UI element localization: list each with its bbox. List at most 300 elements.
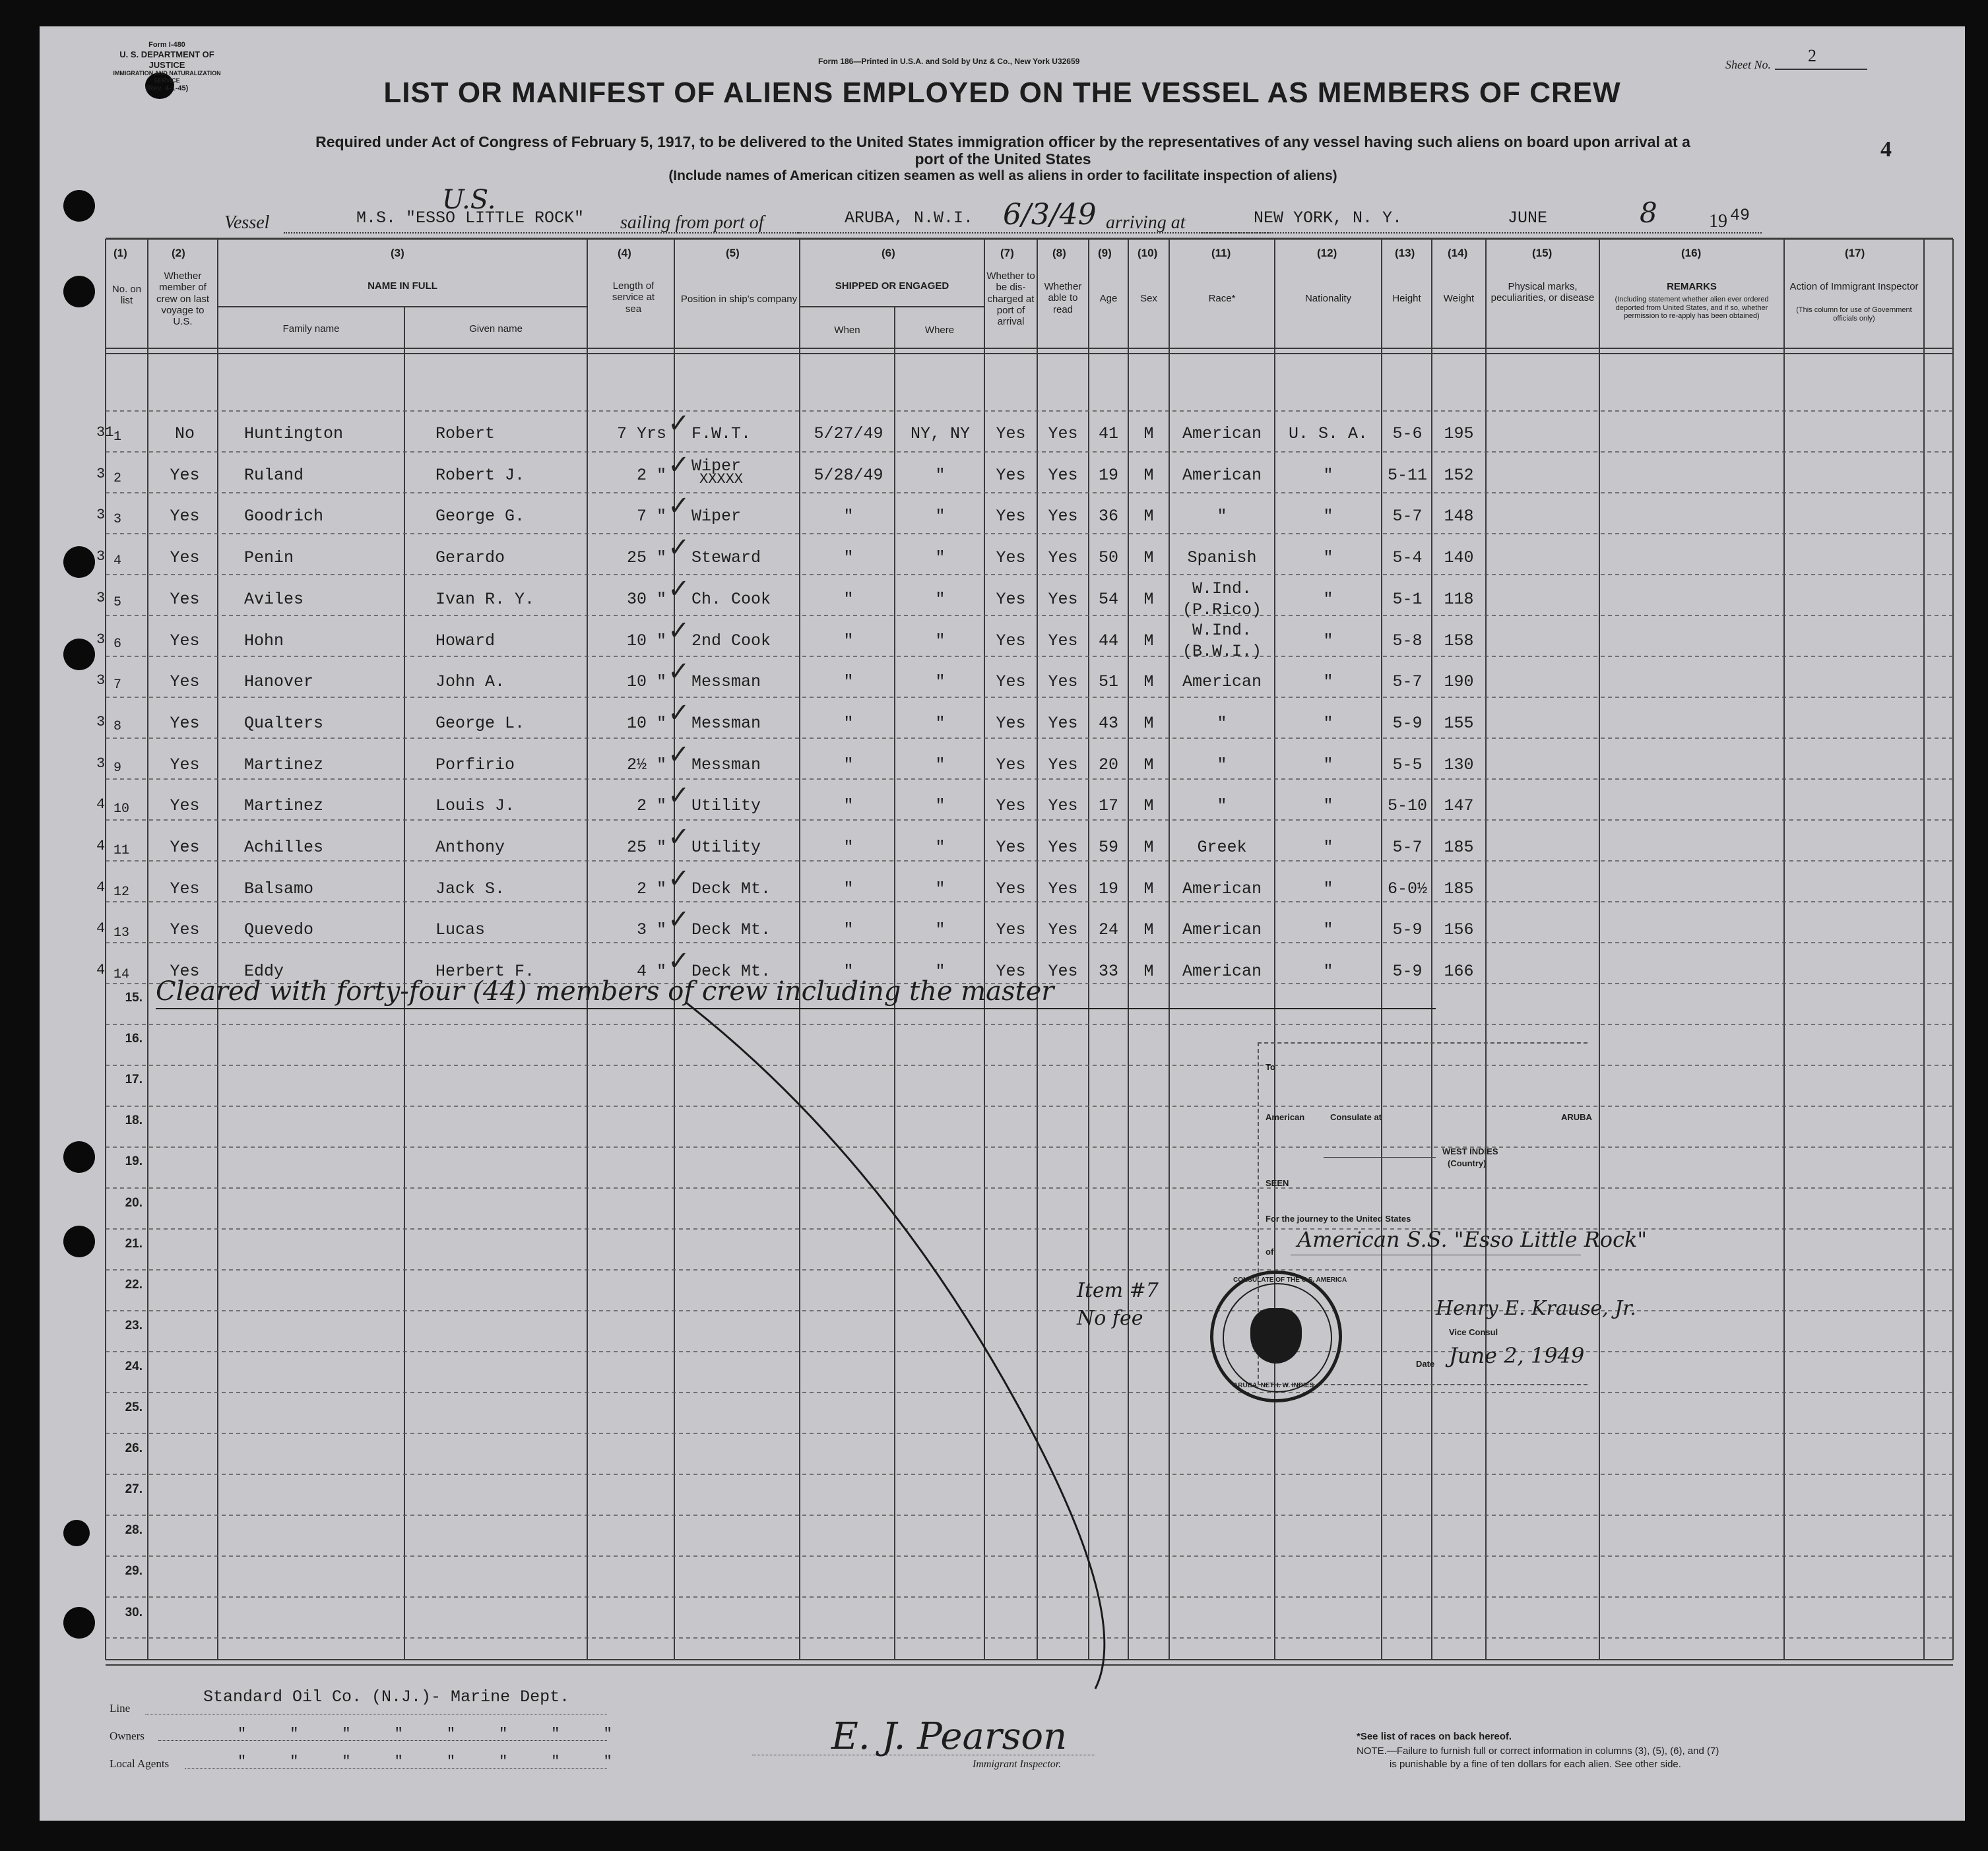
cell-nat: " (1323, 962, 1333, 982)
inspector-label: Immigrant Inspector. (973, 1759, 1062, 1770)
cell-disch: Yes (996, 424, 1026, 443)
cell-family: Balsamo (244, 879, 314, 898)
port-to: NEW YORK, N. Y. (1254, 208, 1403, 228)
cell-disch: Yes (996, 672, 1026, 692)
vessel-name: M.S. "ESSO LITTLE ROCK" (356, 208, 585, 228)
empty-row-number: 15. (125, 991, 143, 1005)
stamp-date-label: Date (1416, 1359, 1435, 1369)
footer-agents-label: Local Agents (110, 1757, 170, 1770)
cell-read: Yes (1048, 879, 1078, 898)
row-number: 5 (113, 594, 122, 610)
cell-read: Yes (1048, 589, 1078, 609)
cell-last: Yes (170, 548, 200, 568)
cell-len: 30 " (626, 589, 666, 609)
cell-age: 44 (1098, 631, 1118, 650)
cell-where: " (935, 838, 946, 857)
header-remarks-sub: (Including statement whether alien ever ordered deported from United States, and if so, whether permission to re-apply has been obtained) (1615, 296, 1769, 321)
cell-race: " (1217, 713, 1227, 733)
cell-pos: Messman (691, 713, 761, 733)
cell-race: American (1182, 672, 1262, 692)
stamp-consulate-at: Consulate at (1330, 1112, 1382, 1122)
row-number: 4 (113, 553, 122, 569)
cell-pos: Messman (691, 672, 761, 692)
cell-when: " (843, 548, 854, 568)
cell-family: Hohn (244, 631, 284, 650)
cell-len: 4 " (636, 962, 666, 982)
seal-text: CONSULATE OF THE U.S. AMERICA (1233, 1276, 1347, 1284)
cell-weight: 152 (1444, 465, 1474, 485)
cell-disch: Yes (996, 465, 1026, 485)
row-margin-mark: 3 (96, 548, 106, 565)
seal-eagle-icon (1250, 1308, 1302, 1364)
arrival-year-prefix: 19 (1709, 211, 1727, 232)
cell-read: Yes (1048, 424, 1078, 443)
cell-family: Aviles (244, 589, 304, 609)
check-mark-icon: ✓ (668, 946, 690, 977)
cell-weight: 118 (1444, 589, 1474, 609)
cell-family: Quevedo (244, 920, 314, 940)
cell-weight: 156 (1444, 920, 1474, 940)
cell-read: Yes (1048, 838, 1078, 857)
cell-nat: " (1323, 838, 1333, 857)
cell-weight: 185 (1444, 838, 1474, 857)
cell-given: Ivan R. Y. (435, 589, 535, 609)
cell-race: American (1182, 879, 1262, 898)
arriving-label: arriving at (1106, 212, 1186, 233)
vessel-label: Vessel (224, 212, 270, 233)
empty-row-numbers (40, 26, 1965, 1662)
cell-height: 5-4 (1392, 548, 1423, 568)
cell-height: 5-9 (1392, 962, 1423, 982)
cell-sex: M (1143, 548, 1154, 568)
port-from: ARUBA, N.W.I. (845, 208, 974, 228)
inspector-signature: E. J. Pearson (831, 1715, 1068, 1758)
cell-race-line-2: (P.Rico) (1182, 600, 1262, 619)
cell-where: NY, NY (910, 424, 970, 443)
empty-row-number: 26. (125, 1441, 143, 1456)
row-number: 3 (113, 512, 122, 528)
cell-given: Lucas (435, 920, 486, 940)
closing-underline (156, 1008, 1436, 1009)
cell-height: 5-9 (1392, 920, 1423, 940)
check-mark-icon: ✓ (668, 739, 690, 770)
cell-race: American (1182, 465, 1262, 485)
cell-race: " (1217, 755, 1227, 774)
cell-height: 5-1 (1392, 589, 1423, 609)
sheet-label: Sheet No. (1725, 58, 1771, 71)
header-age: Age (1099, 293, 1118, 304)
cell-weight: 185 (1444, 879, 1474, 898)
cell-race: American (1182, 962, 1262, 982)
cell-pos: Wiper (691, 456, 742, 476)
cell-len: 10 " (626, 713, 666, 733)
row-margin-mark: 3 (96, 465, 106, 482)
header-position: Position in ship's company (680, 294, 798, 305)
col-num: (6) (882, 247, 895, 259)
cell-sex: M (1143, 879, 1154, 898)
check-mark-icon: ✓ (668, 532, 690, 563)
cell-weight: 147 (1444, 796, 1474, 816)
cell-last: Yes (170, 962, 200, 982)
cell-disch: Yes (996, 589, 1026, 609)
check-mark-icon: ✓ (668, 656, 690, 687)
cell-when: " (843, 631, 854, 650)
cell-where: " (935, 548, 946, 568)
cell-read: Yes (1048, 962, 1078, 982)
subtitle-line-2: port of the United States (914, 150, 1091, 168)
cell-last: Yes (170, 589, 200, 609)
cell-family: Achilles (244, 838, 324, 857)
row-number: 1 (113, 429, 122, 445)
cell-sex: M (1143, 672, 1154, 692)
header-shipped-engaged: SHIPPED OR ENGAGED (835, 280, 949, 292)
cell-given: Herbert F. (435, 962, 535, 982)
cell-nat: " (1323, 920, 1333, 940)
col-num: (9) (1098, 247, 1112, 259)
subtitle-line-1: Required under Act of Congress of February 5, 1917, to be delivered to the United States immigration officer by the representatives of any vessel having such aliens on board upon arrival at a (315, 133, 1690, 150)
cell-age: 54 (1098, 589, 1118, 609)
stamp-american: American (1266, 1112, 1305, 1122)
cell-family: Hanover (244, 672, 314, 692)
cell-last: Yes (170, 465, 200, 485)
sheet-number: 2 (1808, 46, 1816, 65)
cell-height: 5-6 (1392, 424, 1423, 443)
empty-row-number: 24. (125, 1359, 143, 1373)
cell-age: 19 (1098, 879, 1118, 898)
row-margin-mark: 3 (96, 507, 106, 524)
cell-when: " (843, 713, 854, 733)
check-mark-icon: ✓ (668, 822, 690, 852)
stamp-journey: For the journey to the United States (1266, 1214, 1411, 1224)
cell-where: " (935, 507, 946, 526)
cell-disch: Yes (996, 838, 1026, 857)
cell-pos-struck: XXXXX (699, 470, 744, 487)
cell-family: Ruland (244, 465, 304, 485)
cell-pos: Wiper (691, 507, 742, 526)
cell-when: " (843, 838, 854, 857)
header-where: Where (924, 325, 955, 336)
cell-nat: " (1323, 672, 1333, 692)
cell-pos: Deck Mt. (691, 879, 771, 898)
cell-read: Yes (1048, 465, 1078, 485)
stamp-to: To (1266, 1062, 1275, 1072)
empty-row-number: 20. (125, 1195, 143, 1210)
row-number: 9 (113, 760, 122, 776)
check-mark-icon: ✓ (668, 863, 690, 894)
cell-nat: " (1323, 713, 1333, 733)
form-revision: (Rev. 4-1-45) (145, 84, 189, 92)
cell-sex: M (1143, 920, 1154, 940)
row-number: 6 (113, 636, 122, 652)
cell-family: Penin (244, 548, 294, 568)
cell-len: 2 " (636, 465, 666, 485)
cell-age: 43 (1098, 713, 1118, 733)
cell-family: Qualters (244, 713, 324, 733)
printer-note: Form 186—Printed in U.S.A. and Sold by Unz & Co., New York U32659 (818, 57, 1080, 66)
header-remarks: REMARKS (1667, 281, 1717, 292)
arrival-month: JUNE (1508, 208, 1548, 228)
cell-given: Robert (435, 424, 496, 443)
cell-last: Yes (170, 672, 200, 692)
check-mark-icon: ✓ (668, 615, 690, 646)
header-height: Height (1392, 293, 1421, 304)
cell-sex: M (1143, 589, 1154, 609)
penalty-note-1: NOTE.—Failure to furnish full or correct information in columns (3), (5), (6), and (7) (1357, 1745, 1719, 1757)
cell-read: Yes (1048, 672, 1078, 692)
col-num: (11) (1211, 247, 1231, 259)
check-mark-icon: ✓ (668, 780, 690, 811)
cell-read: Yes (1048, 631, 1078, 650)
cell-given: Robert J. (435, 465, 525, 485)
corner-mark: 4 (1880, 137, 1892, 162)
col-num: (2) (172, 247, 185, 259)
cell-age: 41 (1098, 424, 1118, 443)
cell-where: " (935, 672, 946, 692)
cell-race: American (1182, 920, 1262, 940)
empty-row-number: 27. (125, 1482, 143, 1497)
cell-where: " (935, 920, 946, 940)
cell-height: 5-7 (1392, 507, 1423, 526)
col-num: (12) (1317, 247, 1337, 259)
header-action-sub: (This column for use of Government officials only) (1796, 306, 1912, 323)
cell-sex: M (1143, 962, 1154, 982)
cell-sex: M (1143, 631, 1154, 650)
cell-last: Yes (170, 507, 200, 526)
cell-where: " (935, 755, 946, 774)
cell-pos: Steward (691, 548, 761, 568)
empty-row-number: 30. (125, 1605, 143, 1619)
cell-age: 50 (1098, 548, 1118, 568)
cell-when: " (843, 672, 854, 692)
row-number: 14 (113, 967, 130, 983)
row-margin-mark: 3 (96, 631, 106, 648)
arrival-day: 8 (1640, 197, 1657, 229)
cell-age: 20 (1098, 755, 1118, 774)
header-able-read: Whether able to read (1044, 281, 1082, 315)
stamp-vessel-hand: American S.S. "Esso Little Rock" (1297, 1227, 1648, 1252)
cell-pos: Messman (691, 755, 761, 774)
check-mark-icon: ✓ (668, 408, 690, 439)
cell-pos: Deck Mt. (691, 962, 771, 982)
header-member-last-voyage: Whether member of crew on last voyage to U.S. (156, 270, 210, 327)
cell-age: 51 (1098, 672, 1118, 692)
cell-where: " (935, 631, 946, 650)
cell-given: Anthony (435, 838, 505, 857)
empty-row-number: 29. (125, 1564, 143, 1579)
stamp-place: ARUBA (1561, 1112, 1592, 1122)
cell-weight: 166 (1444, 962, 1474, 982)
cell-given: Louis J. (435, 796, 515, 816)
cell-when: " (843, 589, 854, 609)
header-given-name: Given name (469, 323, 523, 334)
cell-given: John A. (435, 672, 505, 692)
empty-row-number: 16. (125, 1032, 143, 1046)
cell-pos: Ch. Cook (691, 589, 771, 609)
cell-pos: Deck Mt. (691, 920, 771, 940)
cell-where: " (935, 713, 946, 733)
sailing-date-hand: 6/3/49 (1003, 198, 1097, 232)
seal-bottom-text: ARUBA, NETH. W. INDIES (1233, 1382, 1314, 1389)
cell-height: 5-11 (1387, 465, 1427, 485)
row-margin-mark: 4 (96, 796, 106, 813)
header-family-name: Family name (282, 323, 340, 334)
cell-last: Yes (170, 796, 200, 816)
cell-family: Martinez (244, 755, 324, 774)
check-mark-icon: ✓ (668, 573, 690, 604)
cell-sex: M (1143, 424, 1154, 443)
cell-weight: 195 (1444, 424, 1474, 443)
cell-disch: Yes (996, 879, 1026, 898)
stamp-country-label: (Country) (1448, 1158, 1487, 1168)
cell-given: Gerardo (435, 548, 505, 568)
stamp-country: WEST INDIES (1442, 1146, 1498, 1156)
col-num: (3) (391, 247, 404, 259)
cell-read: Yes (1048, 507, 1078, 526)
cell-height: 5-10 (1387, 796, 1427, 816)
cell-when: " (843, 755, 854, 774)
cell-race: Spanish (1187, 548, 1257, 568)
row-margin-mark: 31 (96, 424, 114, 441)
cell-when: " (843, 879, 854, 898)
cell-height: 6-0½ (1387, 879, 1427, 898)
cell-read: Yes (1048, 548, 1078, 568)
cell-sex: M (1143, 713, 1154, 733)
footer-agents-ditto: " " " " " " " " (238, 1753, 612, 1770)
cell-last: Yes (170, 920, 200, 940)
stamp-vice-consul: Vice Consul (1449, 1327, 1498, 1337)
cell-family: Goodrich (244, 507, 324, 526)
col-num: (1) (113, 247, 127, 259)
cell-age: 19 (1098, 465, 1118, 485)
cell-race: W.Ind. (1192, 579, 1252, 598)
cell-pos: Utility (691, 838, 761, 857)
arrival-year-suffix: 49 (1730, 206, 1750, 225)
cell-height: 5-9 (1392, 713, 1423, 733)
cell-where: " (935, 879, 946, 898)
stamp-seen: SEEN (1266, 1178, 1289, 1188)
cell-pos: Utility (691, 796, 761, 816)
cell-height: 5-5 (1392, 755, 1423, 774)
stamp-date-hand: June 2, 1949 (1449, 1343, 1585, 1368)
page-title: LIST OR MANIFEST OF ALIENS EMPLOYED ON THE VESSEL AS MEMBERS OF CREW (383, 77, 1621, 109)
header-sex: Sex (1140, 293, 1157, 304)
header-nationality: Nationality (1304, 293, 1352, 304)
fee-note (1077, 1277, 1159, 1333)
cell-disch: Yes (996, 713, 1026, 733)
cell-len: 10 " (626, 631, 666, 650)
header-weight: Weight (1443, 293, 1475, 304)
empty-row-number: 17. (125, 1073, 143, 1087)
cell-sex: M (1143, 796, 1154, 816)
cell-where: " (935, 796, 946, 816)
row-number: 12 (113, 884, 130, 900)
cell-nat: " (1323, 796, 1333, 816)
cell-race: " (1217, 796, 1227, 816)
header-when: When (834, 325, 860, 336)
col-num: (8) (1052, 247, 1066, 259)
cell-read: Yes (1048, 755, 1078, 774)
cell-sex: M (1143, 465, 1154, 485)
row-margin-mark: 3 (96, 589, 106, 606)
cell-read: Yes (1048, 796, 1078, 816)
cell-len: 2 " (636, 879, 666, 898)
cell-age: 36 (1098, 507, 1118, 526)
empty-row-number: 25. (125, 1400, 143, 1414)
footer-owners-ditto: " " " " " " " " (238, 1726, 612, 1742)
cell-disch: Yes (996, 962, 1026, 982)
cell-where: " (935, 465, 946, 485)
cell-read: Yes (1048, 920, 1078, 940)
cell-len: 25 " (626, 548, 666, 568)
header-discharged: Whether to be dis-charged at port of arrival (986, 270, 1035, 327)
row-number: 7 (113, 677, 122, 693)
col-num: (15) (1532, 247, 1553, 259)
consular-seal (1210, 1271, 1347, 1402)
cell-family: Eddy (244, 962, 284, 982)
cell-last: Yes (170, 838, 200, 857)
cell-disch: Yes (996, 796, 1026, 816)
cell-given: Jack S. (435, 879, 505, 898)
row-margin-mark: 4 (96, 962, 106, 979)
footer-line-label: Line (110, 1702, 131, 1714)
empty-row-number: 19. (125, 1154, 143, 1169)
cell-nat: " (1323, 631, 1333, 650)
cell-len: 25 " (626, 838, 666, 857)
cell-read: Yes (1048, 713, 1078, 733)
cell-disch: Yes (996, 507, 1026, 526)
cell-nat: " (1323, 548, 1333, 568)
row-number: 11 (113, 843, 130, 858)
cell-nat: " (1323, 465, 1333, 485)
row-margin-mark: 3 (96, 672, 106, 689)
cell-nat: " (1323, 507, 1333, 526)
empty-row-number: 22. (125, 1277, 143, 1292)
cell-race: Greek (1197, 838, 1247, 857)
cell-race-line-2: (B.W.I.) (1182, 641, 1262, 661)
cell-given: Howard (435, 631, 496, 650)
check-mark-icon: ✓ (668, 697, 690, 728)
header-action: Action of Immigrant Inspector (1789, 281, 1919, 292)
cell-where: " (935, 589, 946, 609)
cell-age: 59 (1098, 838, 1118, 857)
cell-weight: 148 (1444, 507, 1474, 526)
department-name: U. S. DEPARTMENT OF JUSTICE (119, 49, 214, 70)
cell-sex: M (1143, 838, 1154, 857)
fee-note-line-2: No fee (1077, 1307, 1143, 1330)
cell-len: 2 " (636, 796, 666, 816)
cell-nat: " (1323, 879, 1333, 898)
cell-height: 5-8 (1392, 631, 1423, 650)
cell-disch: Yes (996, 548, 1026, 568)
col-num: (10) (1138, 247, 1158, 259)
row-margin-mark: 3 (96, 713, 106, 730)
cell-len: 7 Yrs (616, 424, 666, 443)
stamp-of: of (1266, 1247, 1274, 1257)
cell-race: " (1217, 507, 1227, 526)
header-physical: Physical marks, peculiarities, or disease (1491, 281, 1595, 304)
form-number: Form I-480 (148, 41, 185, 49)
row-number: 8 (113, 718, 122, 734)
row-number: 2 (113, 470, 122, 486)
footer (40, 1676, 1965, 1807)
check-mark-icon: ✓ (668, 904, 690, 935)
cell-height: 5-7 (1392, 672, 1423, 692)
cell-pos: 2nd Cook (691, 631, 771, 650)
header-length-service: Length of service at sea (612, 280, 655, 315)
cell-sex: M (1143, 755, 1154, 774)
cell-race: W.Ind. (1192, 620, 1252, 640)
race-note: *See list of races on back hereof. (1357, 1731, 1512, 1742)
